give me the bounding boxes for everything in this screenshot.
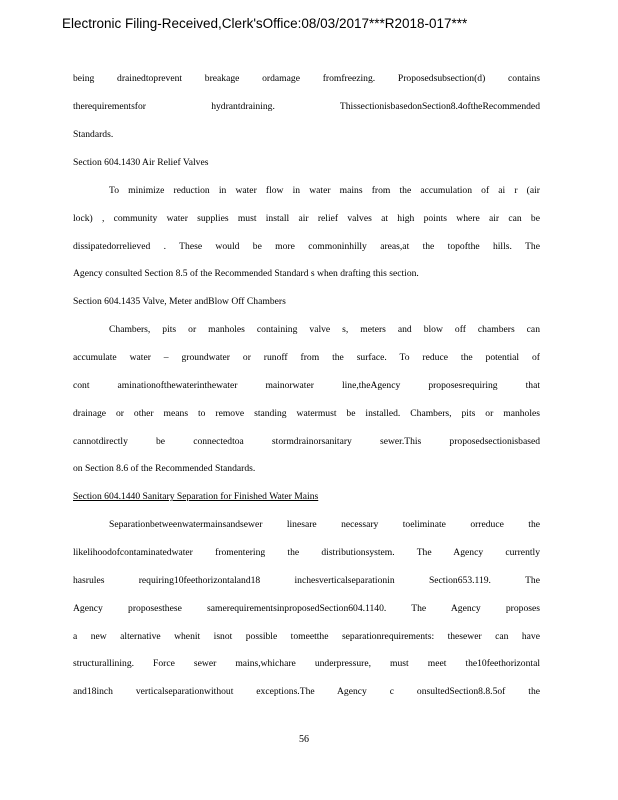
filing-header: Electronic Filing-Received,Clerk'sOffice:08/03/2017***R2018-017*** bbox=[62, 16, 468, 31]
section-heading: Section 604.1435 Valve, Meter andBlow Off Chambers bbox=[73, 296, 286, 307]
text-line: To minimize reduction in water flow in water mains from the accumulation of ai r (air bbox=[109, 185, 540, 196]
text-line: and18inch verticalseparationwithout exceptions.The Agency c onsultedSection8.8.5of the bbox=[73, 686, 540, 697]
section-heading-underlined: Section 604.1440 Sanitary Separation for Finished Water Mains bbox=[73, 491, 319, 502]
text-line: Chambers, pits or manholes containing valve s, meters and blow off chambers can bbox=[109, 324, 540, 335]
text-line: Standards. bbox=[73, 129, 114, 140]
text-line: Agency proposesthese samerequirementsinproposedSection604.1140. The Agency proposes bbox=[73, 603, 540, 614]
text-line: likelihoodofcontaminatedwater fromentering the distributionsystem. The Agency currently bbox=[73, 547, 540, 558]
text-line: a new alternative whenit isnot possible tomeetthe separationrequirements: thesewer can have bbox=[73, 631, 540, 642]
text-line: Agency consulted Section 8.5 of the Recommended Standard s when drafting this section. bbox=[73, 268, 419, 279]
text-line: hasrules requiring10feethorizontaland18 inchesverticalseparationin Section653.119. The bbox=[73, 575, 540, 586]
text-line: structurallining. Force sewer mains,whichare underpressure, must meet the10feethorizontal bbox=[73, 658, 540, 669]
text-line: cannotdirectly be connectedtoa stormdrainorsanitary sewer.This proposedsectionisbased bbox=[73, 436, 540, 447]
text-line: lock) , community water supplies must install air relief valves at high points where air can be bbox=[73, 213, 540, 224]
text-line: therequirementsfor hydrantdraining. ThissectionisbasedonSection8.4oftheRecommended bbox=[73, 101, 540, 112]
text-line: Separationbetweenwatermainsandsewer linesare necessary toeliminate orreduce the bbox=[109, 519, 540, 530]
text-line: drainage or other means to remove standing watermust be installed. Chambers, pits or manholes bbox=[73, 408, 540, 419]
text-line: dissipatedorrelieved . These would be more commoninhilly areas,at the topofthe hills. The bbox=[73, 241, 540, 252]
text-line: being drainedtoprevent breakage ordamage fromfreezing. Proposedsubsection(d) contains bbox=[73, 73, 540, 84]
section-heading: Section 604.1430 Air Relief Valves bbox=[73, 157, 209, 168]
text-line: accumulate water – groundwater or runoff from the surface. To reduce the potential of bbox=[73, 352, 540, 363]
text-line: cont aminationofthewaterinthewater mainorwater line,theAgency proposesrequiring that bbox=[73, 380, 540, 391]
text-line: on Section 8.6 of the Recommended Standards. bbox=[73, 463, 256, 474]
page-number: 56 bbox=[299, 734, 309, 745]
